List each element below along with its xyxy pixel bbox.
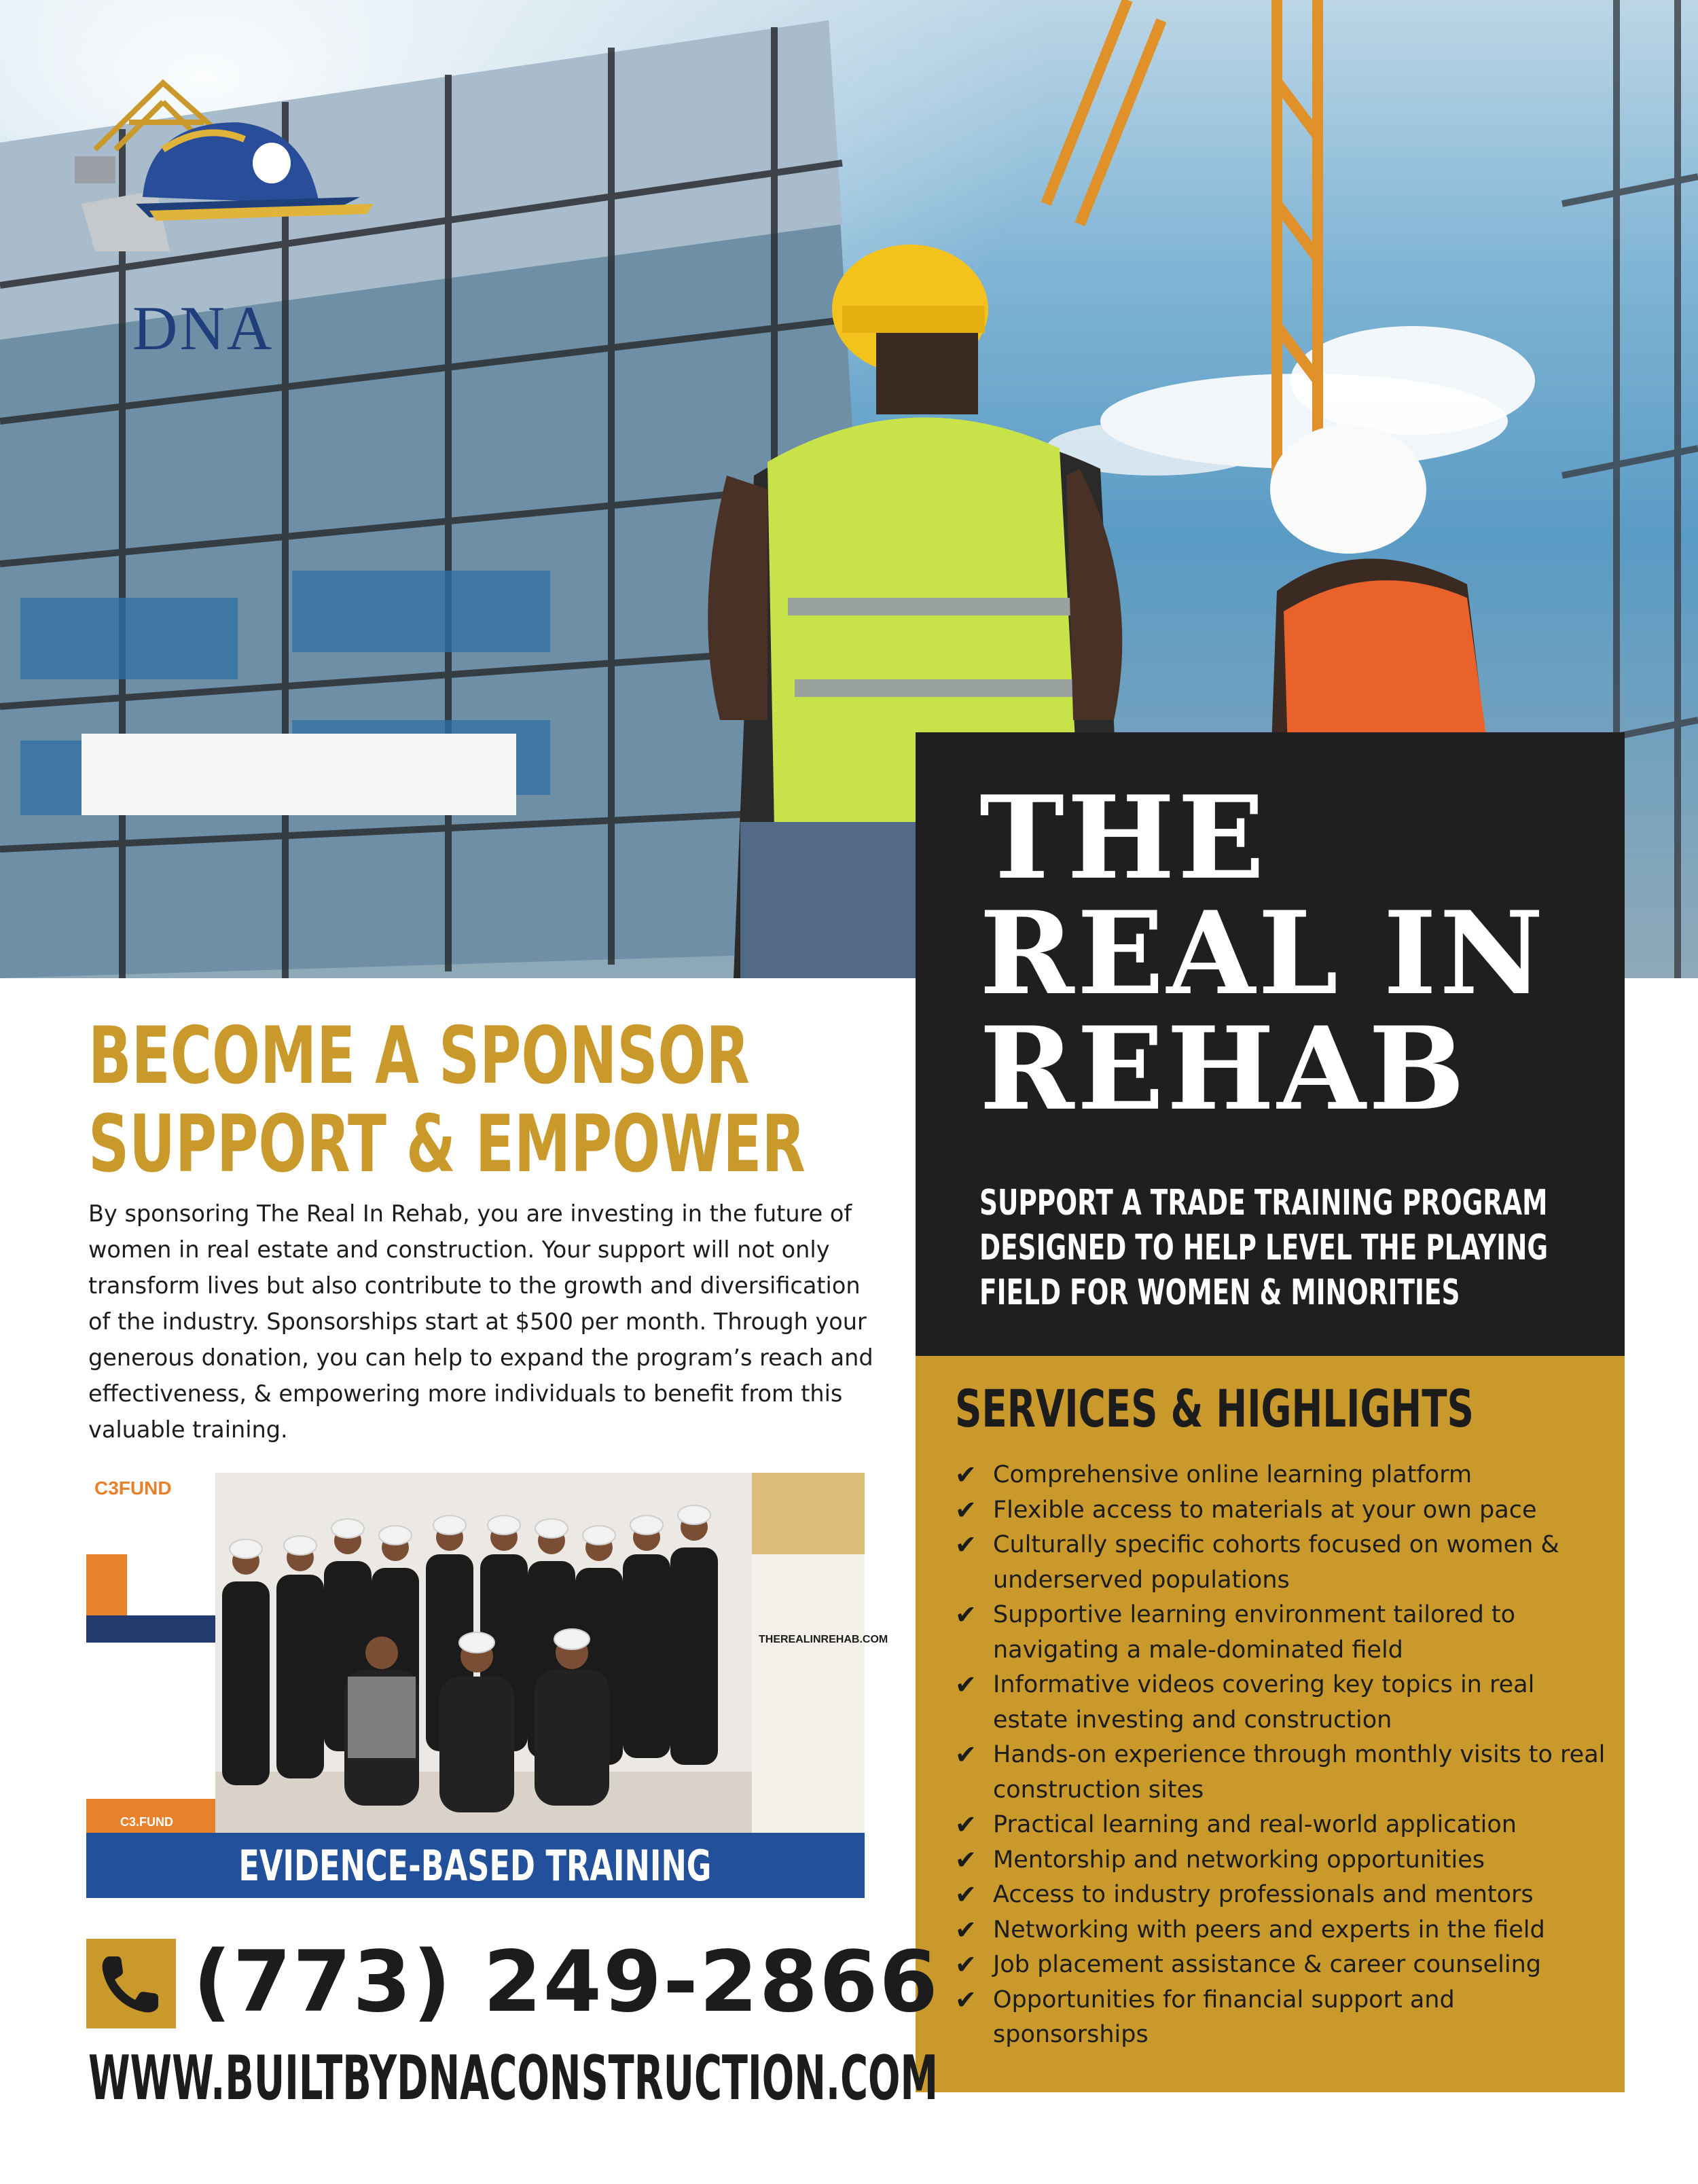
service-text: Mentorship and networking opportunities	[993, 1846, 1485, 1874]
group-photo-illustration	[86, 1473, 888, 1833]
check-icon: ✔	[955, 1530, 977, 1560]
sponsor-heading-line: BECOME A SPONSOR	[88, 1010, 750, 1102]
service-text: Job placement assistance & career counseling	[993, 1951, 1541, 1978]
subtitle-line: FIELD FOR WOMEN & MINORITIES	[979, 1272, 1460, 1313]
services-list	[955, 1458, 1607, 2053]
check-icon: ✔	[955, 1950, 977, 1980]
list-item	[955, 1983, 1607, 2053]
service-text: Informative videos covering key topics in real estate investing and construction	[993, 1671, 1535, 1734]
check-icon: ✔	[955, 1810, 977, 1840]
photo-caption: EVIDENCE-BASED TRAINING	[238, 1841, 712, 1891]
services-highlights-box	[916, 1356, 1625, 2092]
sponsor-description: By sponsoring The Real In Rehab, you are investing in the future of women in real estate and construction. Your support will not only transform lives but also contribute to the growth and diversification of the industry. Sponsorships start at $500 per month. Through your generous donation, you can help to expand the program’s reach and effectiveness, & empowering more individuals to benefit from this valuable training.	[88, 1200, 873, 1443]
title-line: REHAB	[979, 1001, 1468, 1136]
logo-wordmark: DNA	[132, 293, 274, 363]
service-text: Supportive learning environment tailored to navigating a male-dominated field	[993, 1601, 1516, 1664]
program-title	[979, 770, 1547, 1136]
program-subtitle	[979, 1181, 1606, 1315]
list-item	[955, 1948, 1607, 1983]
list-item	[955, 1493, 1607, 1528]
list-item	[955, 1528, 1607, 1598]
service-text: Comprehensive online learning platform	[993, 1461, 1473, 1488]
service-text: Flexible access to materials at your own pace	[993, 1496, 1537, 1524]
phone-icon	[86, 1939, 176, 2028]
list-item	[955, 1913, 1607, 1948]
service-text: Culturally specific cohorts focused on women & underserved populations	[993, 1531, 1559, 1594]
subtitle-line: DESIGNED TO HELP LEVEL THE PLAYING	[979, 1228, 1549, 1268]
banner-fund-label: C3FUND	[94, 1478, 172, 1499]
website-link[interactable]: WWW.BUILTBYDNACONSTRUCTION.COM	[88, 2043, 939, 2114]
service-text: Networking with peers and experts in the field	[993, 1916, 1545, 1944]
list-item	[955, 1843, 1607, 1878]
title-line: REAL IN	[979, 886, 1547, 1020]
check-icon: ✔	[955, 1460, 977, 1490]
sponsor-heading-line: SUPPORT & EMPOWER	[88, 1098, 806, 1190]
title-line: THE	[979, 770, 1267, 905]
check-icon: ✔	[955, 1494, 977, 1525]
program-title-box	[916, 732, 1625, 1356]
list-item	[955, 1738, 1607, 1808]
list-item	[955, 1598, 1607, 1668]
phone-glyph-icon	[86, 1939, 176, 2028]
list-item	[955, 1808, 1607, 1843]
check-icon: ✔	[955, 1880, 977, 1910]
banner-footer-label: C3.FUND	[120, 1815, 174, 1829]
check-icon: ✔	[955, 1670, 977, 1700]
check-icon: ✔	[955, 1984, 977, 2015]
phone-number[interactable]: (773) 249-2866	[193, 1933, 939, 2031]
service-text: Opportunities for financial support and sponsorships	[993, 1986, 1455, 2048]
subtitle-line: SUPPORT A TRADE TRAINING PROGRAM	[979, 1183, 1548, 1223]
photo-caption-banner	[86, 1833, 865, 1898]
check-icon: ✔	[955, 1740, 977, 1770]
banner-website-label: THEREALINREHAB.COM	[759, 1634, 888, 1645]
check-icon: ✔	[955, 1844, 977, 1875]
check-icon: ✔	[955, 1600, 977, 1630]
list-item	[955, 1878, 1607, 1913]
service-text: Hands-on experience through monthly visits to real construction sites	[993, 1741, 1606, 1804]
check-icon: ✔	[955, 1914, 977, 1945]
service-text: Access to industry professionals and mentors	[993, 1881, 1534, 1908]
sponsor-heading	[88, 1012, 806, 1189]
list-item	[955, 1668, 1607, 1738]
team-photo	[86, 1473, 888, 1833]
services-heading: SERVICES & HIGHLIGHTS	[955, 1378, 1474, 1439]
service-text: Practical learning and real-world application	[993, 1811, 1517, 1838]
list-item	[955, 1458, 1607, 1493]
